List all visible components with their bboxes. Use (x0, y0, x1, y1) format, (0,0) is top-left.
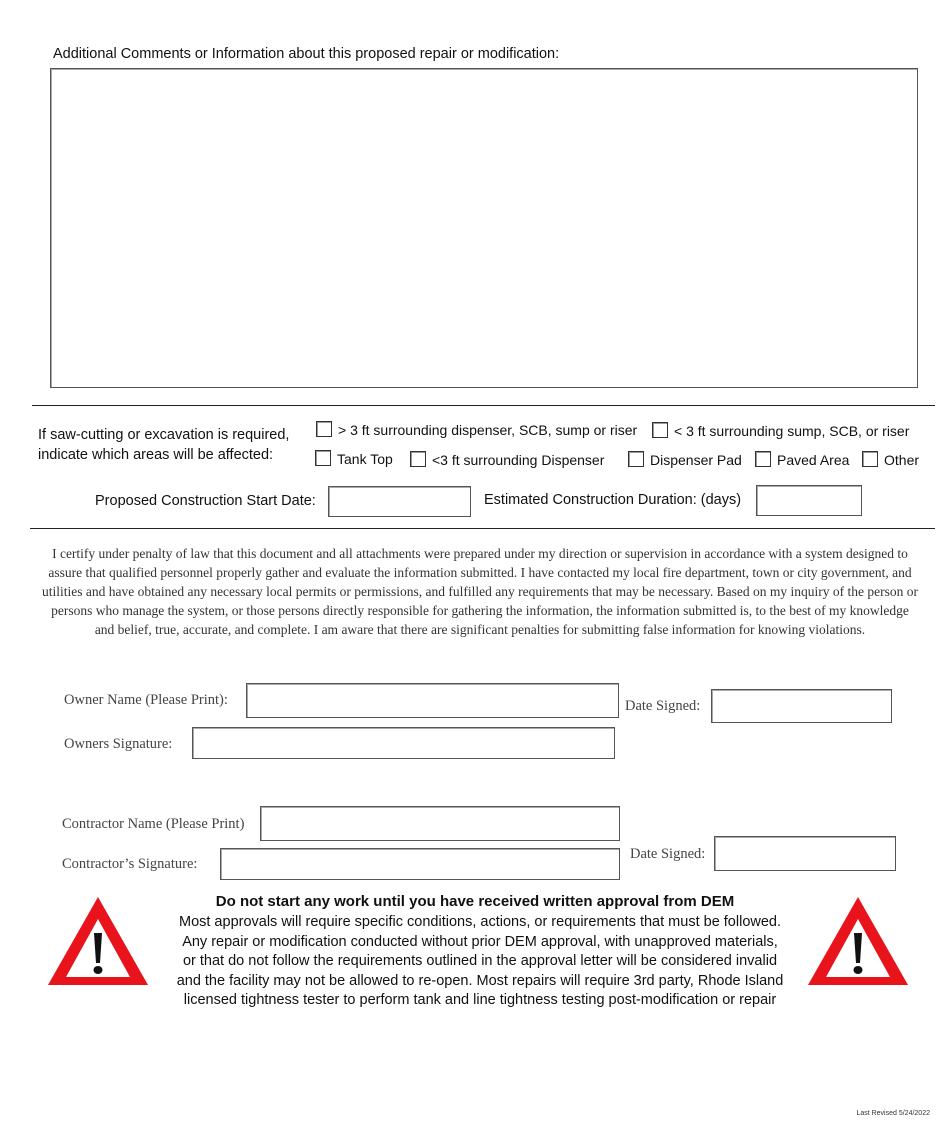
warning-line: and the facility may not be allowed to re-open. Most repairs will require 3rd party, Rhode Island (176, 972, 784, 989)
warning-line: licensed tightness tester to perform tank and line tightness testing post-modification or repair (183, 992, 777, 1008)
checkbox-gt3ft-dispenser[interactable] (316, 421, 332, 437)
checkbox-paved-area[interactable] (755, 451, 771, 467)
warning-triangle-icon-right (804, 893, 912, 989)
checkbox-lt3ft-sump[interactable] (652, 422, 668, 438)
checkbox-dispenser-pad[interactable] (628, 451, 644, 467)
certification-statement: I certify under penalty of law that this document and all attachments were prepared under my direction or supervision in accordance with a system designed to assure that qualified personnel properly gather and evaluate the information submitted. I have contacted my local fire department, town or city government, and utilities and have obtained any necessary local permits or permissions, and fulfilled any requirements that may be necessary. Based on my inquiry of the person or persons who manage the system, or those persons directly responsible for gathering the information, the information submitted is, to the best of my knowledge and belief, true, accurate, and complete. I am aware that there are significant penalties for submitting false information for knowing violations. (41, 546, 918, 637)
owner-date-label: Date Signed: (625, 698, 701, 714)
option-label: < 3 ft surrounding sump, SCB, or riser (674, 423, 910, 439)
comments-textarea[interactable] (50, 68, 918, 388)
option-label: Paved Area (777, 452, 850, 468)
contractor-signature-field[interactable] (220, 848, 620, 880)
checkbox-other[interactable] (862, 451, 878, 467)
owner-name-field[interactable] (246, 683, 619, 718)
comments-label: Additional Comments or Information about this proposed repair or modification: (53, 46, 560, 62)
option-label: <3 ft surrounding Dispenser (432, 452, 605, 468)
option-tank-top[interactable] (315, 450, 393, 467)
option-gt3ft-dispenser[interactable] (316, 421, 637, 438)
option-lt3ft-dispenser[interactable] (410, 451, 604, 468)
start-date-label: Proposed Construction Start Date: (95, 493, 316, 509)
option-lt3ft-sump[interactable] (652, 422, 909, 439)
last-revised: Last Revised 5/24/2022 (856, 1110, 930, 1117)
contractor-date-label: Date Signed: (630, 846, 706, 862)
warning-line: Most approvals will require specific conditions, actions, or requirements that must be followed. (178, 914, 782, 930)
contractor-date-field[interactable] (714, 836, 896, 871)
owner-name-label: Owner Name (Please Print): (64, 692, 228, 708)
option-label: Tank Top (337, 451, 393, 467)
warning-triangle-icon-left (44, 893, 152, 989)
start-date-field[interactable] (328, 486, 471, 517)
contractor-signature-label: Contractor’s Signature: (62, 856, 198, 872)
excavation-question (38, 425, 289, 465)
excavation-question-line2: indicate which areas will be affected: (38, 447, 274, 463)
owner-date-field[interactable] (711, 689, 892, 723)
owner-signature-label: Owners Signature: (64, 736, 173, 752)
option-other[interactable] (862, 451, 919, 468)
checkbox-lt3ft-dispenser[interactable] (410, 451, 426, 467)
duration-label: Estimated Construction Duration: (days) (484, 492, 742, 508)
option-paved-area[interactable] (755, 451, 849, 468)
excavation-question-line1: If saw-cutting or excavation is required, (38, 427, 290, 443)
warning-title: Do not start any work until you have received written approval from DEM (215, 893, 735, 910)
section-divider-top (32, 405, 935, 406)
checkbox-tank-top[interactable] (315, 450, 331, 466)
contractor-name-label: Contractor Name (Please Print) (62, 816, 245, 832)
option-label: Dispenser Pad (650, 452, 742, 468)
option-label: > 3 ft surrounding dispenser, SCB, sump or riser (338, 422, 638, 438)
option-label: Other (884, 452, 920, 468)
warning-body (150, 913, 810, 1011)
duration-field[interactable] (756, 485, 862, 516)
contractor-name-field[interactable] (260, 806, 620, 841)
warning-line: or that do not follow the requirements outlined in the approval letter will be considered invalid (182, 953, 778, 969)
option-dispenser-pad[interactable] (628, 451, 742, 468)
section-divider-middle (30, 528, 935, 529)
warning-line: Any repair or modification conducted without prior DEM approval, with unapproved materials, (182, 933, 778, 950)
owner-signature-field[interactable] (192, 727, 615, 759)
